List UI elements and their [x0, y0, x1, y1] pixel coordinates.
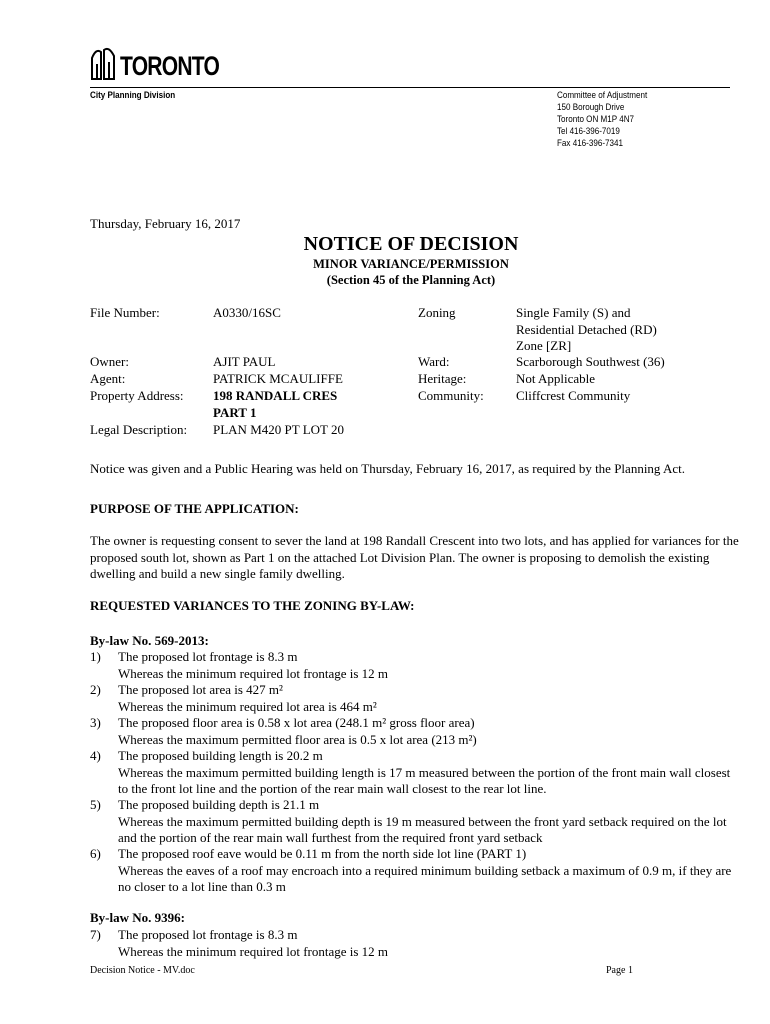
city-hall-logo-icon	[90, 46, 116, 80]
variance-line: The proposed floor area is 0.58 x lot area (248.1 m² gross floor area)	[118, 715, 475, 730]
agent-label: Agent:	[90, 371, 126, 386]
variance-line: The proposed roof eave would be 0.11 m from the north side lot line (PART 1)	[118, 846, 527, 861]
ward-value: Scarborough Southwest (36)	[516, 354, 665, 369]
property-label: Property Address:	[90, 388, 184, 403]
property-value	[213, 388, 337, 421]
office-line: 150 Borough Drive	[557, 102, 625, 113]
variances-heading: REQUESTED VARIANCES TO THE ZONING BY-LAW:	[90, 598, 415, 613]
page-title: NOTICE OF DECISION	[303, 233, 519, 255]
office-line: Toronto ON M1P 4N7	[557, 114, 635, 125]
office-line: Committee of Adjustment	[557, 90, 648, 101]
variance-line: Whereas the maximum permitted building length is 17 m measured between the portion of the front main wall closest to the front lot line and the portion of the rear main wall closest to the rear lot line.	[118, 764, 731, 796]
decision-date: Thursday, February 16, 2017	[90, 216, 241, 231]
bylaw2-heading: By-law No. 9396:	[90, 910, 185, 925]
subtitle-line: (Section 45 of the Planning Act)	[326, 273, 496, 287]
hearing-notice: Notice was given and a Public Hearing was held on Thursday, February 16, 2017, as required by the Planning Act.	[90, 461, 685, 476]
footer-filename: Decision Notice - MV.doc	[90, 965, 195, 976]
zoning-label: Zoning	[418, 305, 456, 320]
bylaw1-heading: By-law No. 569-2013:	[90, 633, 209, 648]
community-value: Cliffcrest Community	[516, 388, 631, 403]
subtitle-line: MINOR VARIANCE/PERMISSION	[313, 257, 509, 271]
office-address	[557, 90, 647, 150]
variance-number: 1)	[90, 649, 101, 664]
heritage-value: Not Applicable	[516, 371, 596, 386]
file-number-value: A0330/16SC	[213, 305, 281, 320]
logo-wordmark: TORONTO	[120, 51, 220, 81]
header-rule	[90, 87, 730, 88]
variance-line: Whereas the minimum required lot frontage is 12 m	[118, 943, 389, 959]
purpose-text: The owner is requesting consent to sever the land at 198 Randall Crescent into two lots, and has applied for variances for the proposed south lot, shown as Part 1 on the attached Lot Division Plan. The owner is proposing to demolish the existing dwelling and build a new single family dwelling.	[90, 533, 739, 581]
file-number-label: File Number:	[90, 305, 160, 320]
property-line: 198 RANDALL CRES	[213, 388, 338, 403]
community-label: Community:	[418, 388, 484, 403]
owner-label: Owner:	[90, 354, 129, 369]
variance-line: The proposed lot area is 427 m²	[118, 682, 283, 697]
variance-line: The proposed lot frontage is 8.3 m	[118, 649, 298, 664]
footer-page-number: Page 1	[606, 965, 633, 976]
zoning-line: Zone [ZR]	[516, 338, 572, 353]
heritage-label: Heritage:	[418, 371, 467, 386]
page-subtitle	[0, 256, 770, 288]
variance-number: 5)	[90, 797, 101, 812]
variance-line: The proposed lot frontage is 8.3 m	[118, 927, 298, 942]
zoning-line: Residential Detached (RD)	[516, 321, 657, 337]
agent-value: PATRICK MCAULIFFE	[213, 371, 343, 386]
variance-line: Whereas the maximum permitted building depth is 19 m measured between the front yard setback required on the lot and the portion of the rear main wall furthest from the required front yard setback	[118, 813, 727, 845]
variance-number: 2)	[90, 682, 101, 697]
variance-line: The proposed building depth is 21.1 m	[118, 797, 320, 812]
variance-line: Whereas the minimum required lot area is 464 m²	[118, 698, 377, 714]
division-name: City Planning Division	[90, 90, 176, 101]
legal-label: Legal Description:	[90, 422, 188, 437]
variance-number: 6)	[90, 846, 101, 861]
office-line: Fax 416-396-7341	[557, 138, 623, 149]
office-line: Tel 416-396-7019	[557, 126, 620, 137]
zoning-value	[516, 305, 657, 355]
owner-value: AJIT PAUL	[213, 354, 276, 369]
purpose-heading: PURPOSE OF THE APPLICATION:	[90, 501, 299, 516]
legal-value: PLAN M420 PT LOT 20	[213, 422, 344, 437]
toronto-logo	[90, 46, 247, 80]
property-line: PART 1	[213, 404, 257, 420]
variance-line: Whereas the minimum required lot frontage is 12 m	[118, 665, 389, 681]
variance-number: 7)	[90, 927, 101, 942]
ward-label: Ward:	[418, 354, 450, 369]
variance-line: Whereas the eaves of a roof may encroach into a required minimum building setback a maximum of 0.9 m, if they are no closer to a lot line than 0.3 m	[118, 862, 732, 894]
zoning-line: Single Family (S) and	[516, 305, 631, 320]
variance-line: The proposed building length is 20.2 m	[118, 748, 323, 763]
variance-line: Whereas the maximum permitted floor area is 0.5 x lot area (213 m²)	[118, 731, 477, 747]
variance-number: 4)	[90, 748, 101, 763]
variance-number: 3)	[90, 715, 101, 730]
